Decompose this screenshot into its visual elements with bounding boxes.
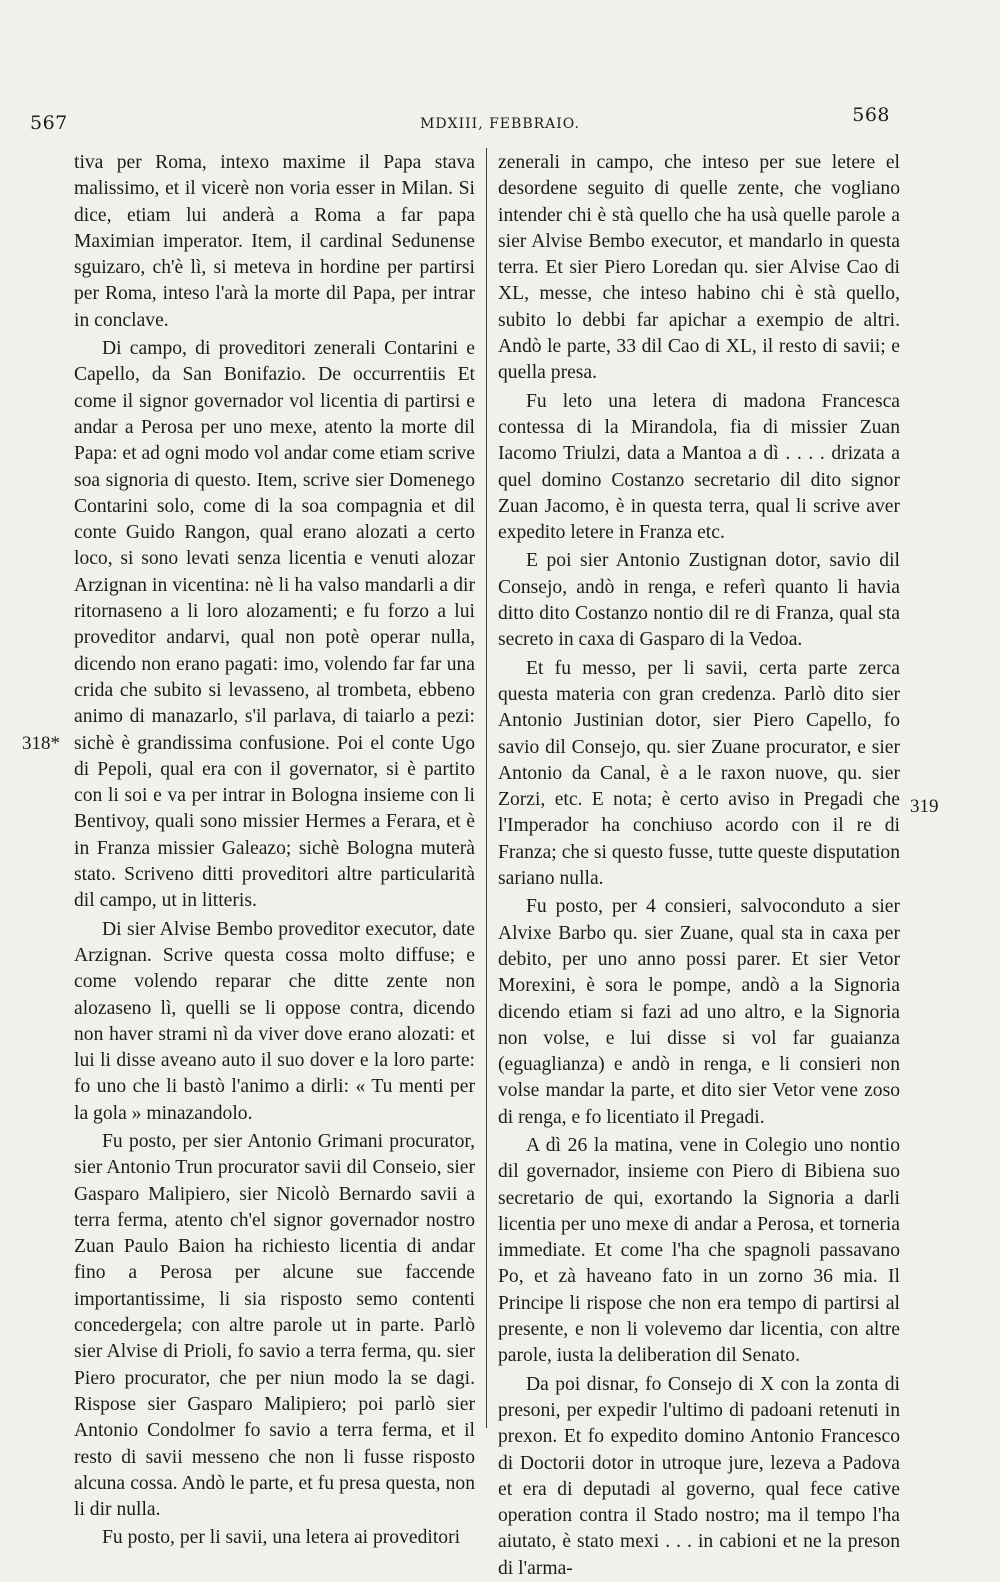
paragraph: Fu posto, per sier Antonio Grimani procurator, sier Antonio Trun procurator savii dil Conseio, sier Gasparo Malipiero, sier Nicolò Bernardo savii a terra ferma, atento ch'el signor governador nostro Zuan Paulo Baion ha richiesto licentia di andar fino a Perosa per alcune sue faccende importantissime, li sia risposto semo contenti concedergela; con altre parole ut in parte. Parlò sier Alvise di Prioli, fo savio a terra ferma, qu. sier Piero procurator, che per niun modo la se dagi. Rispose sier Gasparo Malipiero; poi parlò sier Antonio Condolmer fo savio a terra ferma, et il resto di savii messeno che non li fusse risposto alcuna cossa. Andò le parte, et fu presa questa, non li dir nulla. <box>74 1130 475 1521</box>
running-title: MDXIII, FEBBRAIO. <box>420 116 580 132</box>
paragraph: Di sier Alvise Bembo proveditor executor, date Arzignan. Scrive questa cossa molto diffuse; e come volendo reparar che ditte zente non alozaseno lì, quelli se li oppose contra, dicendo non haver strami nì da viver dove erano alozati: et lui li disse aveano auto il suo dover e la loro parte: fo uno che li bastò l'animo a dirli: « Tu menti per la gola » minazandolo. <box>74 918 475 1124</box>
paragraph: Fu leto una letera di madona Francesca contessa di la Mirandola, fia di missier Zuan Iacomo Triulzi, data a Mantoa a dì . . . . drizata a quel domino Costanzo secretario dil dito signor Zuan Jacomo, è in questa terra, qual li scrive aver expedito letere in Franza etc. <box>498 390 900 544</box>
paragraph: Da poi disnar, fo Consejo di X con la zonta di presoni, per expedir l'ultimo di padoani retenuti in prexon. Et fo expedito domino Antonio Francesco di Doctorii dotor in utroque jure, lezeva a Padova et era di deputadi al governo, qual fece cative operation contra il Stado nostro; ma il tempo l'ha aiutato, è stato mexi . . . in cabioni et ne la preson di l'arma- <box>498 1373 900 1579</box>
margin-note-left: 318* <box>22 733 60 754</box>
paragraph: Di campo, di proveditori zenerali Contarini e Capello, da San Bonifazio. De occurrentiis Et come il signor governador vol licentia di partirsi e andar a Perosa per uno mexe, atento la morte dil Papa: et ad ogni modo vol andar come etiam scrive soa signoria di questo. Item, scrive sier Domenego Contarini solo, come di la soa compagnia et dil conte Guido Rangon, qual erano alozati a certo loco, si sono levati senza licentia e venuti alozar Arzignan in vicentina: nè li ha valso mandarli a dir ritornaseno a li loro alozamenti; e fu forzo a lui proveditor andarvi, qual non potè operar nulla, dicendo non erano pagati: imo, volendo far far una crida che subito si levasseno, al trombeta, ebbeno animo di manazarlo, s'il parlava, di taiarlo a pezi: sichè è grandissima confusione. Poi el conte Ugo di Pepoli, qual era con il governator, si è partito con li soi e va per intrar in Bologna insieme con li Bentivoy, quali sono missier Hermes a Ferara, et è in Franza missier Galeazo; sichè Bologna muterà stato. Scriveno ditti proveditori altre particularità dil campo, ut in litteris. <box>74 338 476 912</box>
margin-note-right: 319 <box>910 796 939 817</box>
paragraph: A dì 26 la matina, vene in Colegio uno nontio dil governador, insieme con Piero di Bibiena suo secretario de qui, exortando la Signoria a darli licentia per uno mexe di andar a Perosa, et torneria immediate. Et come l'ha che spagnoli passavano Po, et zà haveano fato in un zorno 36 mia. Il Principe li rispose che non era tempo di partirsi al presente, e non li volevemo dar licentia, con altre parole, iusta la deliberation dil Senato. <box>498 1134 900 1367</box>
right-page-number: 568 <box>852 104 890 126</box>
right-column <box>498 150 900 1582</box>
paragraph: Et fu messo, per li savii, certa parte zerca questa materia con gran credenza. Parlò dito sier Antonio Justinian dotor, sier Piero Capello, fo savio dil Consejo, qu. sier Zuane procurator, e sier Antonio da Canal, è a le raxon nuove, qu. sier Zorzi, etc. E nota; è certo aviso in Pregadi che l'Imperador ha conchiuso acordo con il re di Franza; che si questo fusse, tutte queste disputation sariano nulla. <box>498 657 900 890</box>
left-column <box>74 150 475 1552</box>
paragraph: zenerali in campo, che inteso per sue letere el desordene seguito di quelle zente, che vogliano intender chi è stà quello che ha usà quelle parole a sier Alvise Bembo executor, et mandarlo in questa terra. Et sier Piero Loredan qu. sier Alvise Cao di XL, messe, che inteso habino chi è stà quello, subito lo debbi far apichar a exempio de altri. Andò le parte, 33 dil Cao di XL, il resto di savii; e quella presa. <box>498 152 900 384</box>
paragraph: Fu posto, per li savii, una letera ai proveditori <box>102 1527 461 1549</box>
paragraph: tiva per Roma, intexo maxime il Papa stava malissimo, et il vicerè non voria esser in Milan. Si dice, etiam lui anderà a Roma a far papa Maximian imperator. Item, il cardinal Sedunense sguizaro, ch'è lì, si meteva in hordine per partirsi per Roma, inteso l'arà la morte dil Papa, per intrar in conclave. <box>74 152 475 331</box>
paragraph: Fu posto, per 4 consieri, salvoconduto a sier Alvixe Barbo qu. sier Zuane, qual sta in caxa per debito, per uno anno possi parer. Et sier Vetor Morexini, è sora le pompe, andò a la Signoria dicendo etiam si fazi ad uno altro, e la Signoria non volse, e lui disse si vol far guaianza (eguaglianza) e andò in renga, e li consieri non volse mandar la parte, et dito sier Vetor vene zoso di renga, e fo licentiato il Pregadi. <box>498 896 900 1128</box>
paragraph: E poi sier Antonio Zustignan dotor, savio dil Consejo, andò in renga, e referì quanto li havia ditto dito Costanzo nontio dil re di Franza, qual sta secreto in caxa di Gasparo di la Vedoa. <box>498 550 900 651</box>
column-divider <box>486 148 487 1428</box>
left-page-number: 567 <box>30 112 68 134</box>
